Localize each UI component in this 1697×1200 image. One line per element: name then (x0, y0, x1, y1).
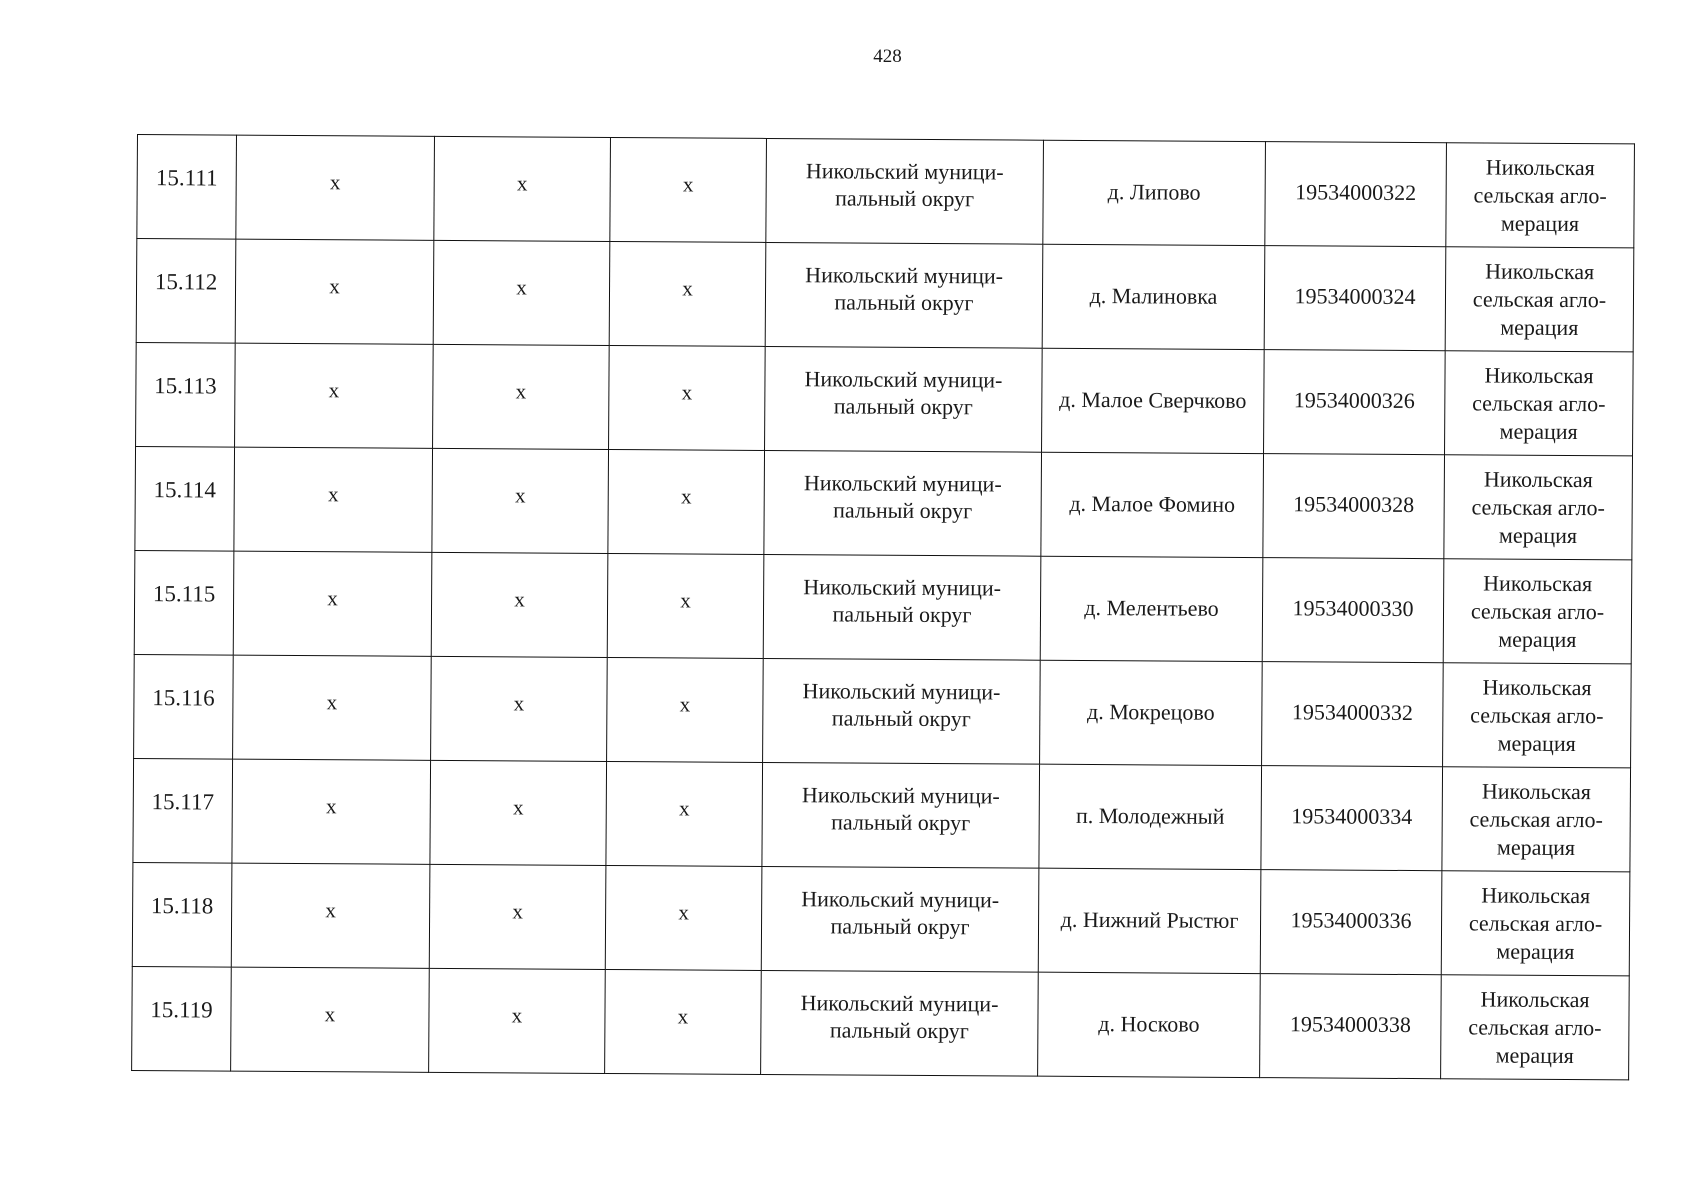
cell-x-col4-text: х (680, 588, 691, 613)
municipality-cell (766, 138, 1044, 244)
row-number-cell (136, 239, 236, 344)
oktmo-code-cell (1263, 454, 1445, 559)
cell-x-col2 (235, 343, 434, 448)
oktmo-code-cell-text: 19534000330 (1292, 595, 1414, 622)
settlements-table (131, 134, 1635, 1080)
municipality-cell-text: Никольский муници-пальный округ (801, 781, 1000, 835)
cell-x-col4 (610, 137, 767, 242)
settlement-cell (1039, 764, 1262, 869)
cell-x-col3 (431, 552, 608, 657)
municipality-cell (762, 762, 1040, 868)
row-number-cell (136, 342, 236, 447)
cell-x-col3-text: х (515, 379, 527, 404)
cell-x-col3-text: х (516, 275, 527, 300)
oktmo-code-cell (1264, 246, 1446, 351)
table-row (132, 966, 1630, 1079)
cell-x-col3-text: х (511, 1003, 523, 1028)
agglomeration-cell (1443, 559, 1632, 664)
settlement-cell (1042, 348, 1265, 453)
municipality-cell-text: Никольский муници-пальный округ (805, 157, 1004, 211)
cell-x-col4 (606, 761, 763, 866)
row-number-cell (135, 446, 235, 551)
agglomeration-cell-text: Никольская сельская агло-мерация (1468, 881, 1603, 964)
cell-x-col3 (433, 240, 610, 345)
cell-x-col2 (235, 239, 434, 344)
row-number-cell (132, 966, 232, 1071)
oktmo-code-cell-text: 19534000328 (1293, 491, 1415, 518)
settlement-cell-text: д. Нижний Рыстюг (1060, 906, 1239, 933)
oktmo-code-cell (1260, 974, 1442, 1079)
row-number-cell-text: 15.116 (152, 685, 215, 711)
cell-x-col3-text: х (514, 587, 525, 612)
municipality-cell (764, 450, 1042, 556)
agglomeration-cell (1443, 663, 1632, 768)
table-row (132, 862, 1630, 975)
cell-x-col4-text: х (682, 172, 694, 197)
agglomeration-cell-text: Никольская сельская агло-мерация (1469, 777, 1603, 860)
cell-x-col3 (432, 448, 609, 553)
settlement-cell-text: п. Молодежный (1075, 802, 1225, 829)
agglomeration-cell-text: Никольская сельская агло-мерация (1473, 153, 1607, 236)
cell-x-col4 (609, 241, 766, 346)
cell-x-col2-text: х (327, 482, 339, 507)
oktmo-code-cell-text: 19534000322 (1295, 179, 1417, 206)
municipality-cell (765, 346, 1043, 452)
oktmo-code-cell-text: 19534000338 (1289, 1011, 1412, 1038)
row-number-cell-text: 15.118 (150, 893, 214, 919)
table-row (136, 239, 1634, 352)
cell-x-col3 (430, 760, 607, 865)
cell-x-col4-text: х (680, 484, 692, 509)
cell-x-col4 (607, 553, 764, 658)
municipality-cell (763, 658, 1041, 764)
cell-x-col4-text: х (679, 692, 691, 717)
cell-x-col4-text: х (678, 796, 690, 821)
settlement-cell (1041, 452, 1264, 557)
row-number-cell-text: 15.115 (152, 581, 216, 607)
cell-x-col4-text: х (681, 380, 693, 405)
municipality-cell-text: Никольский муници-пальный округ (802, 677, 1001, 731)
cell-x-col2-text: х (325, 794, 337, 819)
cell-x-col4 (608, 449, 765, 554)
municipality-cell-text: Никольский муници-пальный округ (803, 573, 1002, 627)
agglomeration-cell-text: Никольская сельская агло-мерация (1471, 465, 1605, 548)
oktmo-code-cell (1264, 350, 1446, 455)
table-row (133, 758, 1631, 871)
table-row (136, 342, 1634, 455)
agglomeration-cell-text: Никольская сельская агло-мерация (1472, 361, 1606, 444)
municipality-cell (761, 866, 1039, 972)
agglomeration-cell-text: Никольская сельская агло-мерация (1472, 257, 1607, 340)
cell-x-col4-text: х (678, 900, 689, 925)
settlement-cell-text: д. Малиновка (1089, 282, 1218, 309)
cell-x-col3 (429, 968, 606, 1073)
settlement-cell-text: д. Носково (1098, 1011, 1200, 1037)
cell-x-col2 (231, 863, 430, 968)
municipality-cell (763, 554, 1041, 660)
cell-x-col2-text: х (325, 898, 336, 923)
table-row (137, 135, 1635, 248)
oktmo-code-cell-text: 19534000324 (1294, 283, 1416, 310)
agglomeration-cell-text: Никольская сельская агло-мерация (1470, 673, 1604, 756)
cell-x-col3 (431, 656, 608, 761)
agglomeration-cell (1445, 247, 1634, 352)
municipality-cell-text: Никольский муници-пальный округ (805, 261, 1004, 315)
oktmo-code-cell (1262, 662, 1444, 767)
cell-x-col2-text: х (327, 586, 338, 611)
settlement-cell (1043, 140, 1266, 245)
cell-x-col4-text: х (682, 276, 693, 301)
page-number: 428 (873, 46, 902, 67)
cell-x-col2-text: х (328, 378, 340, 403)
settlement-cell (1038, 868, 1261, 973)
cell-x-col3 (429, 864, 606, 969)
row-number-cell-text: 15.113 (154, 373, 217, 399)
cell-x-col4-text: х (677, 1004, 689, 1029)
cell-x-col2 (233, 655, 432, 760)
agglomeration-cell-text: Никольская сельская агло-мерация (1468, 985, 1602, 1068)
cell-x-col4 (609, 345, 766, 450)
row-number-cell-text: 15.114 (153, 477, 217, 503)
settlement-cell (1040, 660, 1263, 765)
row-number-cell (134, 550, 234, 655)
settlement-cell (1038, 972, 1261, 1077)
municipality-cell-text: Никольский муници-пальный округ (803, 469, 1002, 523)
municipality-cell (765, 242, 1043, 348)
oktmo-code-cell-text: 19534000336 (1290, 907, 1412, 934)
settlement-cell (1040, 556, 1263, 661)
settlement-cell-text: д. Липово (1107, 179, 1201, 205)
cell-x-col2 (234, 447, 433, 552)
cell-x-col2 (232, 759, 431, 864)
row-number-cell (132, 862, 232, 967)
cell-x-col2 (231, 967, 430, 1072)
row-number-cell-text: 15.119 (150, 997, 213, 1023)
agglomeration-cell (1441, 871, 1630, 976)
cell-x-col3-text: х (514, 483, 526, 508)
settlement-cell-text: д. Мокрецово (1086, 698, 1215, 725)
settlement-cell-text: д. Малое Сверчково (1059, 386, 1247, 413)
cell-x-col3-text: х (513, 691, 525, 716)
agglomeration-cell (1445, 351, 1634, 456)
cell-x-col2-text: х (326, 690, 338, 715)
row-number-cell-text: 15.117 (151, 789, 215, 815)
cell-x-col3-text: х (512, 795, 524, 820)
row-number-cell-text: 15.111 (155, 165, 218, 191)
oktmo-code-cell-text: 19534000332 (1291, 699, 1413, 726)
oktmo-code-cell (1261, 766, 1443, 871)
agglomeration-cell (1442, 767, 1631, 872)
cell-x-col3 (433, 344, 610, 449)
cell-x-col2-text: х (329, 274, 340, 299)
agglomeration-cell (1441, 975, 1630, 1080)
settlements-table-wrap (131, 134, 1634, 1080)
cell-x-col3-text: х (516, 171, 528, 196)
cell-x-col4 (605, 969, 762, 1074)
agglomeration-cell-text: Никольская сельская агло-мерация (1470, 569, 1605, 652)
cell-x-col4 (605, 865, 762, 970)
row-number-cell (133, 758, 233, 863)
settlement-cell-text: д. Мелентьево (1084, 594, 1219, 621)
cell-x-col2-text: х (329, 170, 341, 195)
oktmo-code-cell-text: 19534000334 (1291, 803, 1413, 830)
agglomeration-cell (1446, 143, 1635, 248)
agglomeration-cell (1444, 455, 1633, 560)
municipality-cell-text: Никольский муници-пальный округ (804, 365, 1003, 419)
table-row (134, 550, 1632, 663)
cell-x-col3 (434, 136, 611, 241)
settlement-cell (1042, 244, 1265, 349)
settlement-cell-text: д. Малое Фомино (1069, 490, 1236, 517)
cell-x-col2-text: х (324, 1002, 336, 1027)
oktmo-code-cell (1262, 558, 1444, 663)
oktmo-code-cell (1260, 870, 1442, 975)
cell-x-col2 (233, 551, 432, 656)
table-body (132, 135, 1635, 1080)
row-number-cell-text: 15.112 (154, 269, 218, 295)
municipality-cell (761, 970, 1039, 1076)
municipality-cell-text: Никольский муници-пальный округ (801, 885, 1000, 939)
table-row (135, 446, 1633, 559)
oktmo-code-cell-text: 19534000326 (1293, 387, 1415, 414)
cell-x-col4 (607, 657, 764, 762)
municipality-cell-text: Никольский муници-пальный округ (800, 989, 999, 1043)
cell-x-col2 (236, 135, 435, 240)
cell-x-col3-text: х (512, 899, 523, 924)
row-number-cell (137, 135, 237, 240)
row-number-cell (134, 654, 234, 759)
table-row (134, 654, 1632, 767)
oktmo-code-cell (1265, 142, 1447, 247)
